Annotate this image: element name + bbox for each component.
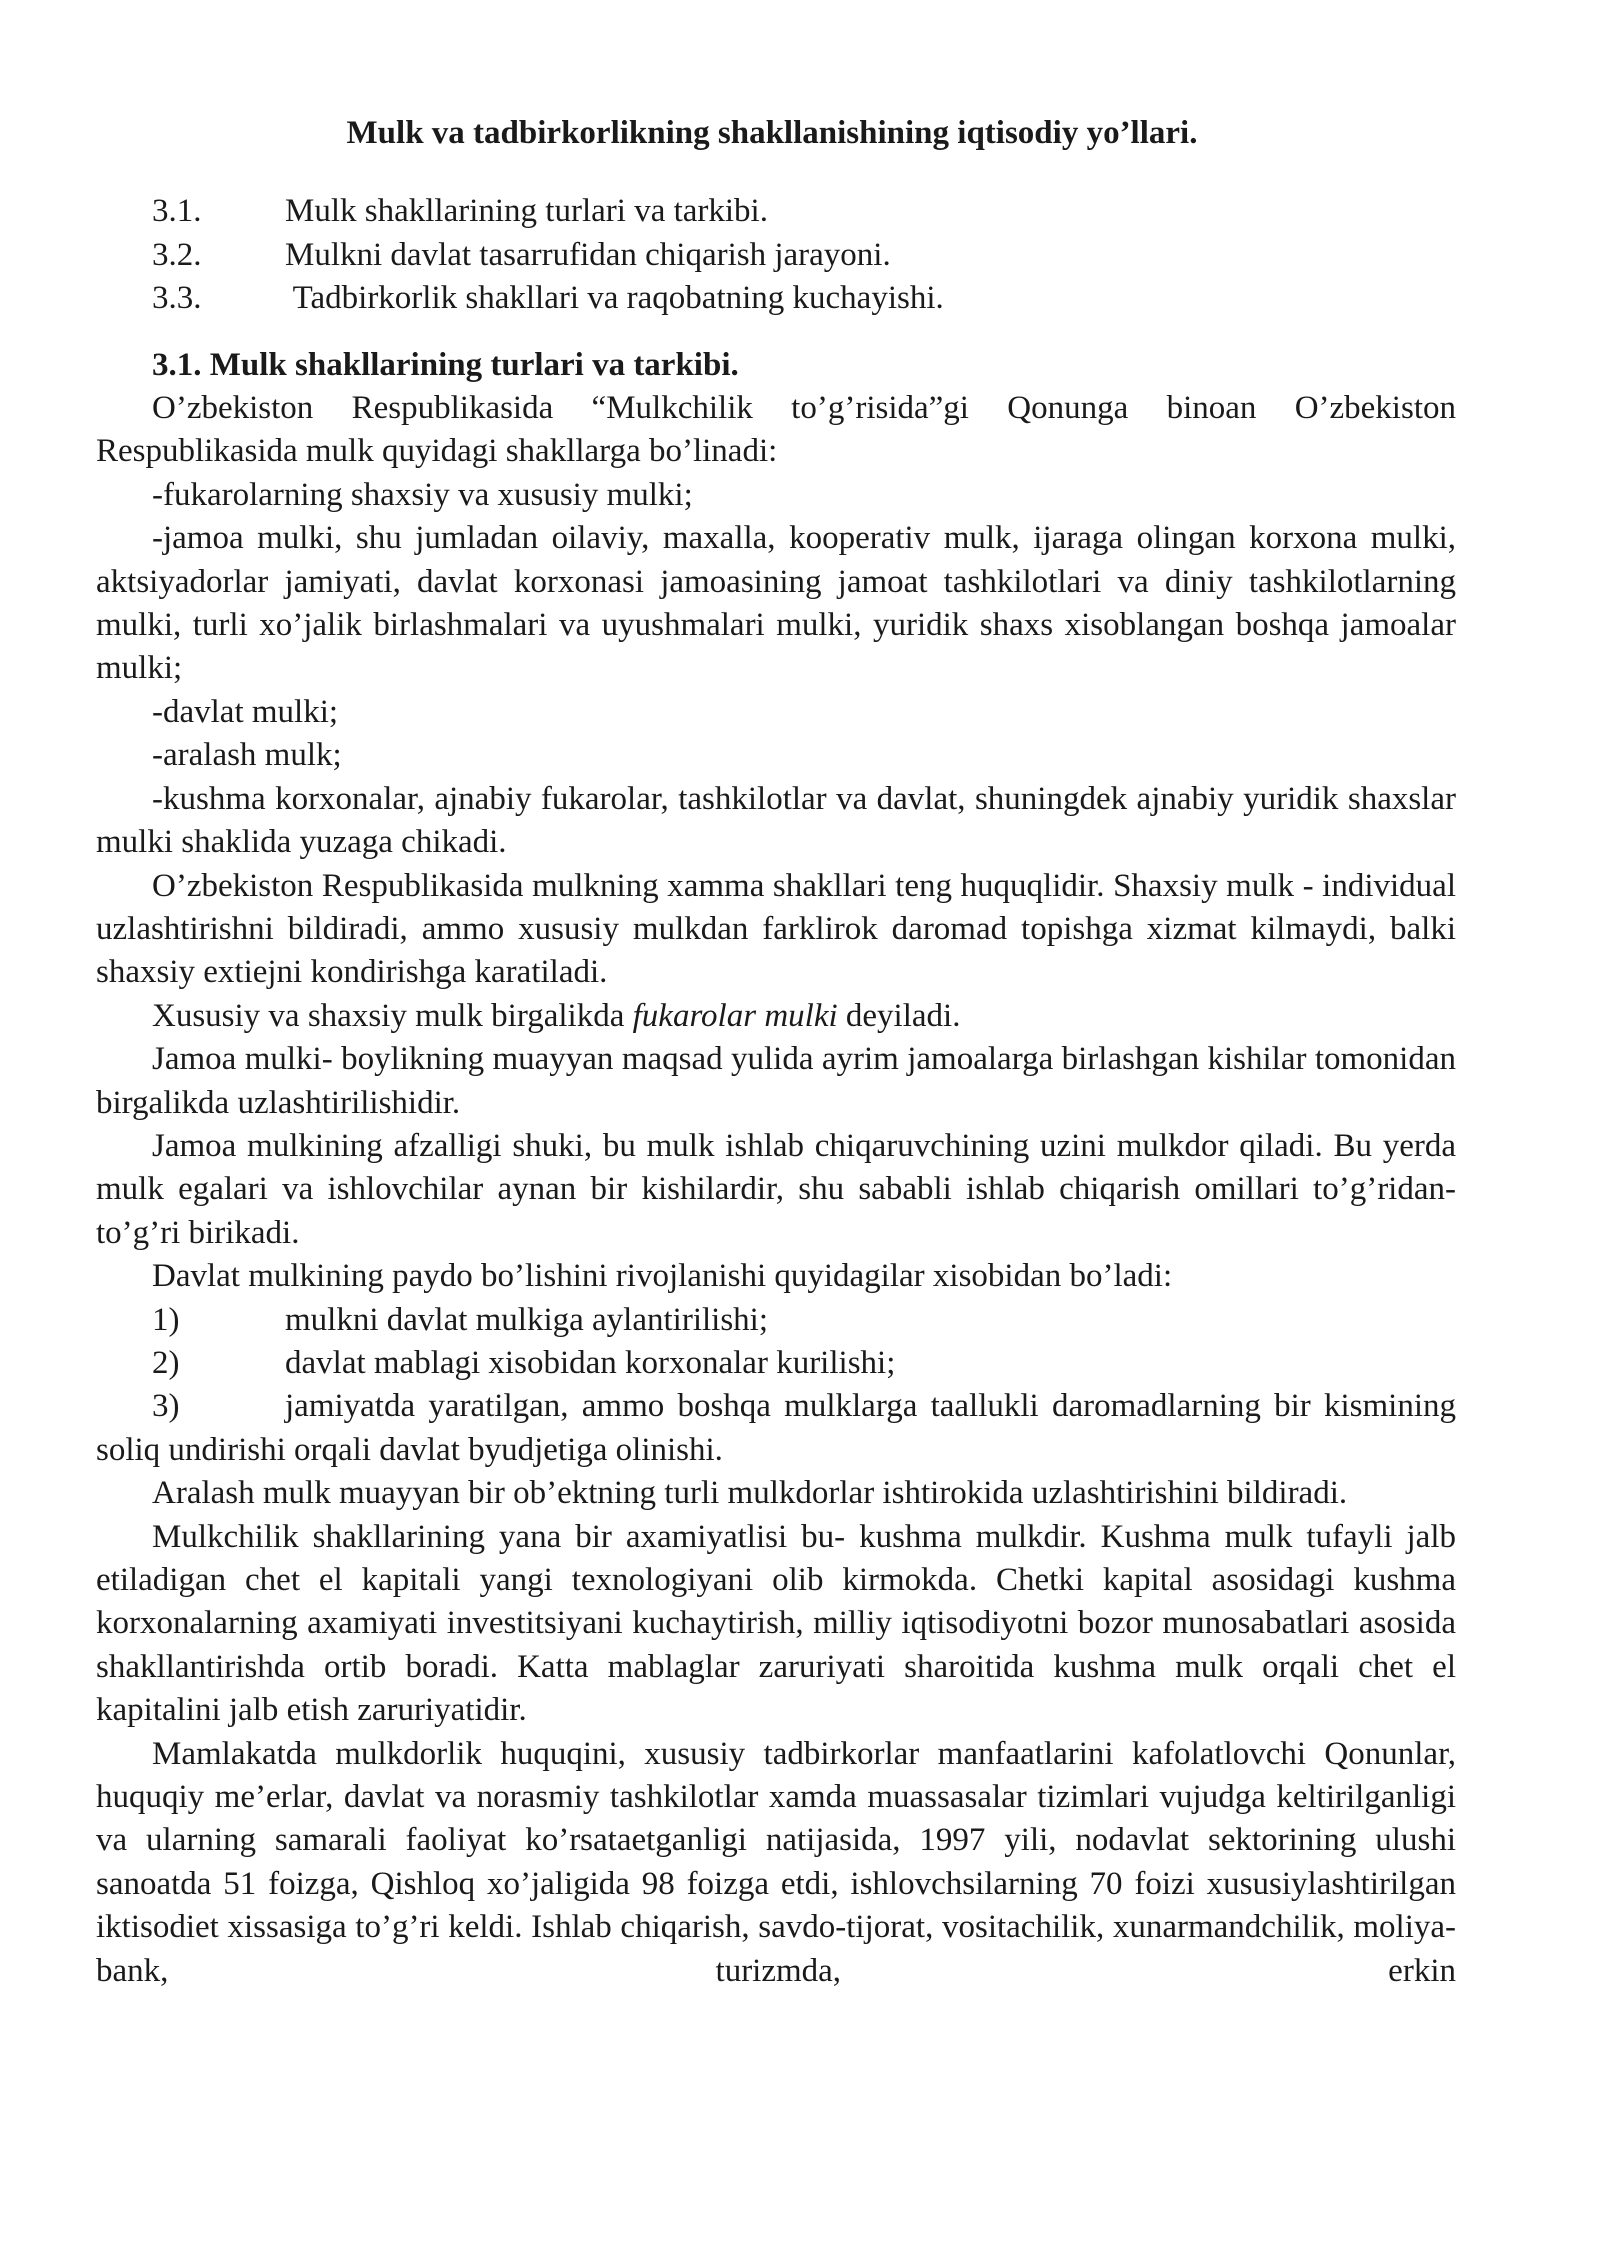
paragraph [96,995,1456,1038]
list-text: jamiyatda yaratilgan, ammo boshqa mulklarga taallukli daromadlarning bir kismining soliq undirishi orqali davlat byudjetiga olinishi. [96,1388,1456,1468]
document-title: Mulk va tadbirkorlikning shakllanishining iqtisodiy yo’llari. [346,115,1198,151]
paragraph: Aralash mulk muayyan bir ob’ektning turli mulkdorlar ishtirokida uzlashtirishini bildiradi. [152,1475,1348,1512]
toc-item [96,234,1456,277]
paragraph: O’zbekiston Respublikasida “Mulkchilik to’g’risida”gi Qonunga binoan O’zbekiston Respublikasida mulk quyidagi shakllarga bo’linadi: [96,390,1456,470]
list-number: 2) [152,1344,180,1381]
italic-term: fukarolar mulki [632,997,838,1034]
paragraph: -kushma korxonalar, ajnabiy fukarolar, tashkilotlar va davlat, shuningdek ajnabiy yuridik shaxslar mulki shaklida yuzaga chikadi. [96,780,1456,861]
numbered-list-item [96,1299,1456,1342]
paragraph: Jamoa mulkining afzalligi shuki, bu mulk ishlab chiqaruvchining uzini mulkdor qiladi. Bu yerda mulk egalari va ishlovchilar aynan bir kishilardir, shu sababli ishlab chiqarish omillari to’g’ridan- to’g’ri birikadi. [96,1127,1456,1251]
list-number: 3) [152,1388,180,1425]
paragraph: -fukarolarning shaxsiy va xususiy mulki; [152,476,693,513]
toc-label: Mulkni davlat tasarrufidan chiqarish jarayoni. [285,236,891,273]
toc-number: 3.1. [152,193,202,230]
list-text: mulkni davlat mulkiga aylantirilishi; [285,1301,769,1338]
paragraph: -aralash mulk; [152,737,342,774]
toc-number: 3.3. [152,280,202,317]
paragraph-text: Xususiy va shaxsiy mulk birgalikda [152,997,633,1034]
toc-label: Tadbirkorlik shakllari va raqobatning kuchayishi. [285,280,944,317]
paragraph: Mamlakatda mulkdorlik huquqini, xususiy tadbirkorlar manfaatlarini kafolatlovchi Qonunlar, huquqiy me’erlar, davlat va norasmiy tashkilotlar xamda muassasalar tizimlari vujudga keltirilganligi va ularning samarali faoliyat ko’rsataetganligi natijasida, 1997 yili, nodavlat sektorining ulushi sanoatda 51 foizga, Qishloq xo’jaligida 98 foizga etdi, ishlovchsilarning 70 foizi xususiylashtirilgan iktisodiet xissasiga to’g’ri keldi. Ishlab chiqarish, savdo-tijorat, vositachilik, xunarmandchilik, moliya-bank, turizmda, erkin [96,1735,1456,1989]
paragraph: -jamoa mulki, shu jumladan oilaviy, maxalla, kooperativ mulk, ijaraga olingan korxona mulki, aktsiyadorlar jamiyati, davlat korxonasi jamoasining jamoat tashkilotlari va diniy tashkilotlarning mulki, turli xo’jalik birlashmalari va uyushmalari mulki, yuridik shaxs xisoblangan boshqa jamoalar mulki; [96,520,1456,687]
list-text: davlat mablagi xisobidan korxonalar kurilishi; [285,1344,896,1381]
numbered-list-item [96,1342,1456,1385]
paragraph: Davlat mulkining paydo bo’lishini rivojlanishi quyidagilar xisobidan bo’ladi: [152,1258,1173,1295]
toc-item [96,190,1456,233]
numbered-list-item [96,1385,1456,1472]
table-of-contents [96,190,1456,320]
toc-item [96,277,1456,320]
section-heading: 3.1. Mulk shakllarining turlari va tarkibi. [152,346,739,383]
paragraph: O’zbekiston Respublikasida mulkning xamma shakllari teng huquqlidir. Shaxsiy mulk - individual uzlashtirishni bildiradi, ammo xususiy mulkdan farklirok daromad topishga xizmat kilmaydi, balki shaxsiy extiejni kondirishga karatiladi. [96,867,1456,991]
paragraph-text: deyiladi. [837,997,961,1034]
toc-label: Mulk shakllarining turlari va tarkibi. [285,193,768,230]
paragraph: Jamoa mulki- boylikning muayyan maqsad yulida ayrim jamoalarga birlashgan kishilar tomonidan birgalikda uzlashtirilishidir. [96,1041,1456,1121]
paragraph: -davlat mulki; [152,693,339,730]
list-number: 1) [152,1301,180,1338]
toc-number: 3.2. [152,236,202,273]
paragraph: Mulkchilik shakllarining yana bir axamiyatlisi bu- kushma mulkdir. Kushma mulk tufayli jalb etiladigan chet el kapitali yangi texnologiyani olib kirmokda. Chetki kapital asosidagi kushma korxonalarning axamiyati investitsiyani kuchaytirish, milliy iqtisodiyotni bozor munosabatlari asosida shakllantirishda ortib boradi. Katta mablaglar zaruriyati sharoitida kushma mulk orqali chet el kapitalini jalb etish zaruriyatidir. [96,1518,1456,1729]
document-page [96,112,1456,1993]
